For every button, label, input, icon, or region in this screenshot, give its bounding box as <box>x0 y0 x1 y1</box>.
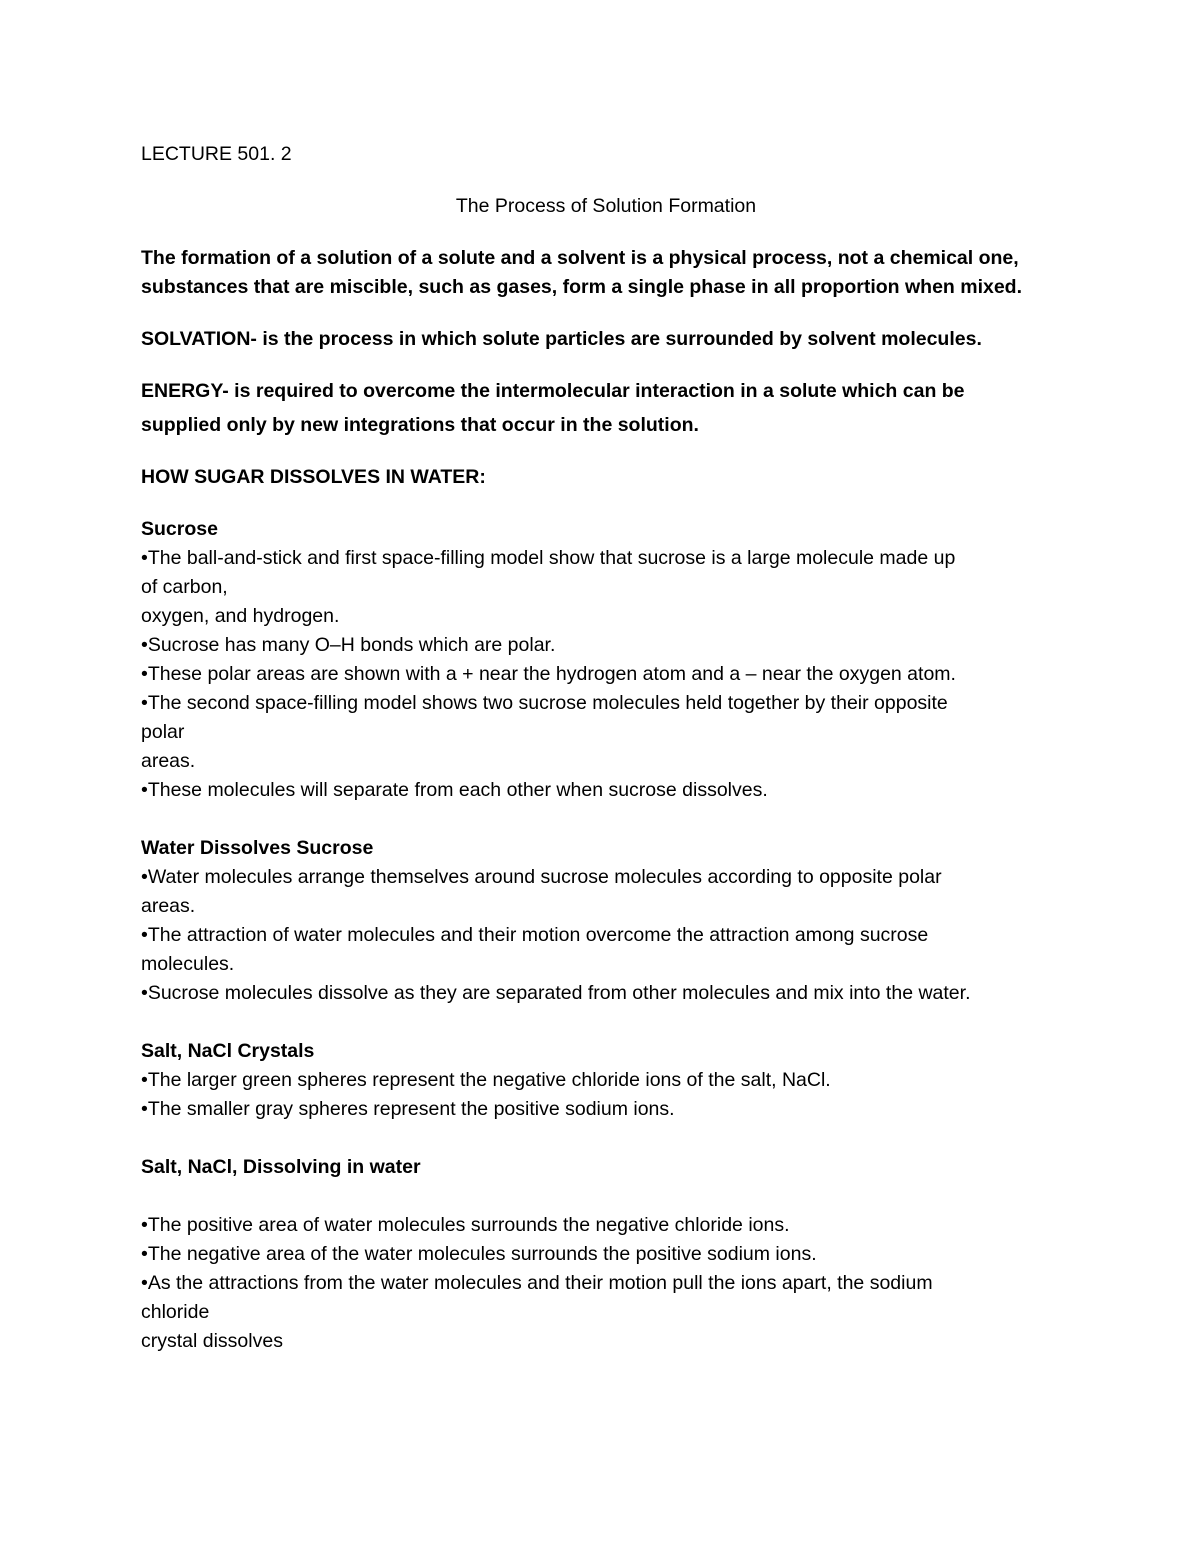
list-item: crystal dissolves <box>141 1330 283 1352</box>
lecture-header: LECTURE 501. 2 <box>141 143 292 165</box>
list-item: polar <box>141 721 185 743</box>
intro-line: substances that are miscible, such as gases, form a single phase in all proportion when mixed. <box>141 276 1023 298</box>
list-item: •These polar areas are shown with a + near the hydrogen atom and a – near the oxygen atom. <box>141 663 956 685</box>
section-heading: Salt, NaCl Crystals <box>141 1040 315 1062</box>
salt-crystals-section <box>141 1037 1071 1124</box>
list-item: •The smaller gray spheres represent the positive sodium ions. <box>141 1098 675 1120</box>
list-item: •The attraction of water molecules and their motion overcome the attraction among sucrose <box>141 924 929 946</box>
list-item: •The positive area of water molecules surrounds the negative chloride ions. <box>141 1214 790 1236</box>
section-heading: Water Dissolves Sucrose <box>141 837 374 859</box>
list-item: of carbon, <box>141 576 228 598</box>
list-item: oxygen, and hydrogen. <box>141 605 340 627</box>
energy-line: supplied only by new integrations that occur in the solution. <box>141 414 699 436</box>
list-item: •The second space-filling model shows two sucrose molecules held together by their opposite <box>141 692 948 714</box>
page-title: The Process of Solution Formation <box>455 195 757 217</box>
water-dissolves-section <box>141 834 1071 1008</box>
list-item: •Water molecules arrange themselves around sucrose molecules according to opposite polar <box>141 866 942 888</box>
sucrose-section <box>141 515 1071 805</box>
list-item: •These molecules will separate from each other when sucrose dissolves. <box>141 779 768 801</box>
document-page <box>141 140 1071 1356</box>
list-item: molecules. <box>141 953 235 975</box>
energy-line: ENERGY- is required to overcome the intermolecular interaction in a solute which can be <box>141 380 965 402</box>
solvation-paragraph: SOLVATION- is the process in which solute particles are surrounded by solvent molecules. <box>141 328 982 350</box>
section-heading: Sucrose <box>141 518 218 540</box>
energy-paragraph <box>141 377 1071 440</box>
list-item: areas. <box>141 750 196 772</box>
list-item: chloride <box>141 1301 210 1323</box>
list-item: •As the attractions from the water molecules and their motion pull the ions apart, the sodium <box>141 1272 933 1294</box>
list-item: •The negative area of the water molecules surrounds the positive sodium ions. <box>141 1243 817 1265</box>
sugar-heading: HOW SUGAR DISSOLVES IN WATER: <box>141 466 486 488</box>
salt-dissolving-section <box>141 1153 1071 1356</box>
list-item: •The larger green spheres represent the negative chloride ions of the salt, NaCl. <box>141 1069 831 1091</box>
list-item: •Sucrose molecules dissolve as they are separated from other molecules and mix into the water. <box>141 982 971 1004</box>
intro-line: The formation of a solution of a solute and a solvent is a physical process, not a chemical one, <box>141 247 1019 269</box>
list-item: areas. <box>141 895 196 917</box>
intro-paragraph <box>141 244 1071 302</box>
section-heading: Salt, NaCl, Dissolving in water <box>141 1156 421 1178</box>
list-item: •Sucrose has many O–H bonds which are polar. <box>141 634 556 656</box>
list-item: •The ball-and-stick and first space-filling model show that sucrose is a large molecule made up <box>141 547 956 569</box>
